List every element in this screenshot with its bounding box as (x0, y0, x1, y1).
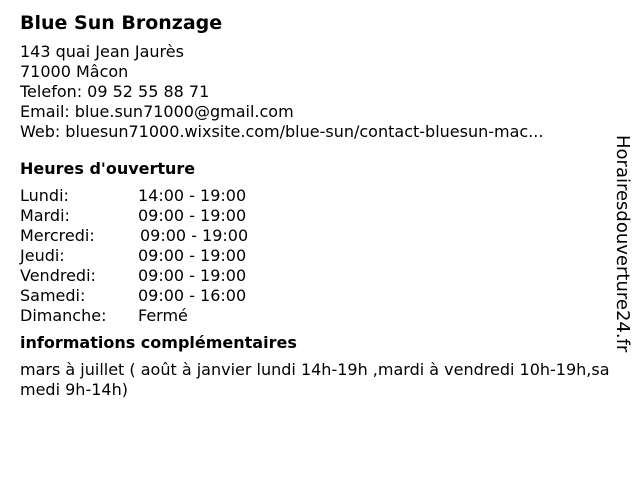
hours-value: 09:00 - 19:00 (138, 246, 247, 265)
website-link[interactable]: bluesun71000.wixsite.com/blue-sun/contact-bluesun-mac... (65, 122, 544, 141)
address-line-1: 143 quai Jean Jaurès (20, 42, 184, 61)
hours-value: 09:00 - 19:00 (140, 226, 249, 245)
phone-value[interactable]: 09 52 55 88 71 (87, 82, 210, 101)
web-row (20, 122, 610, 142)
email-link[interactable]: blue.sun71000@gmail.com (74, 102, 294, 121)
day-label: Mardi: (20, 206, 70, 225)
email-label: Email: (20, 102, 70, 121)
hours-row-wednesday (20, 226, 248, 246)
email-row (20, 102, 610, 122)
hours-value: 14:00 - 19:00 (138, 186, 247, 205)
hours-row-friday (20, 266, 248, 286)
web-label: Web: (20, 122, 61, 141)
info-text: mars à juillet ( août à janvier lundi 14h-19h ,mardi à vendredi 10h-19h,samedi 9h-14h) (20, 360, 610, 399)
day-label: Samedi: (20, 286, 86, 305)
phone-label: Telefon: (20, 82, 83, 101)
day-label: Mercredi: (20, 226, 95, 245)
hours-value: Fermé (138, 306, 188, 325)
day-label: Lundi: (20, 186, 69, 205)
hours-row-thursday (20, 246, 248, 266)
day-label: Jeudi: (20, 246, 65, 265)
info-heading: informations complémentaires (20, 333, 297, 352)
hours-row-tuesday (20, 206, 248, 226)
day-label: Dimanche: (20, 306, 107, 325)
hours-row-sunday (20, 306, 248, 326)
hours-row-monday (20, 186, 248, 206)
hours-table (20, 186, 248, 326)
business-name: Blue Sun Bronzage (20, 12, 223, 34)
day-label: Vendredi: (20, 266, 96, 285)
business-card (20, 10, 610, 400)
hours-value: 09:00 - 16:00 (138, 286, 247, 305)
brand-watermark: Horairesdouverture24.fr (612, 135, 633, 353)
hours-row-saturday (20, 286, 248, 306)
address-line-2: 71000 Mâcon (20, 62, 129, 81)
phone-row (20, 82, 610, 102)
hours-value: 09:00 - 19:00 (138, 206, 247, 225)
hours-heading: Heures d'ouverture (20, 159, 196, 178)
hours-value: 09:00 - 19:00 (138, 266, 247, 285)
